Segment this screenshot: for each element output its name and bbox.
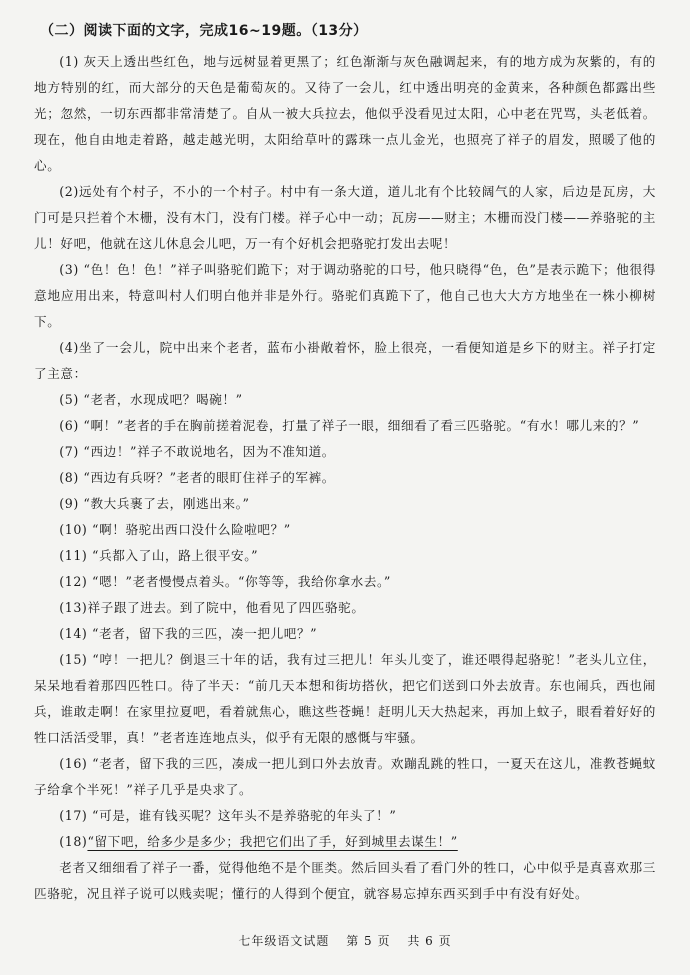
- paragraph-11: (11) “兵都入了山，路上很平安。”: [59, 548, 259, 563]
- paragraph-7: (7) “西边！”祥子不敢说地名，因为不准知道。: [59, 444, 335, 459]
- paragraph-13: (13)祥子跟了进去。到了院中，他看见了四匹骆驼。: [59, 600, 365, 615]
- section-heading: （二）阅读下面的文字，完成16~19题。（13分）: [40, 23, 368, 39]
- paragraph-17: (17) “可是，谁有钱买呢？这年头不是养骆驼的年头了！”: [59, 808, 397, 823]
- paragraph-10: (10) “啊！骆驼出西口没什么险啦吧？”: [59, 522, 291, 537]
- paragraph-8: (8) “西边有兵呀？”老者的眼盯住祥子的军裤。: [59, 470, 335, 485]
- paragraph-6: (6) “啊！”老者的手在胸前搓着泥卷，打量了祥子一眼，细细看了看三匹骆驼。“有水！哪儿来的？”: [59, 418, 640, 433]
- paragraph-4: (4)坐了一会儿，院中出来个老者，蓝布小褂敞着怀，脸上很亮，一看便知道是乡下的财主。祥子打定了主意：: [34, 340, 656, 381]
- paragraph-14: (14) “老者，留下我的三匹，凑一把儿吧？”: [59, 626, 318, 641]
- paragraph-18-number: (18): [59, 834, 88, 849]
- paragraph-1: (1) 灰天上透出些红色，地与远树显着更黑了；红色渐渐与灰色融调起来，有的地方成为灰紫的，有的地方特别的红，而大部分的天色是葡萄灰的。又待了一会儿，红中透出明亮的金黄来，各种颜色都露出些光；忽然，一切东西都非常清楚了。自从一被大兵拉去，他似乎没看见过太阳，心中老在咒骂，头老低着。现在，他自由地走着路，越走越光明，太阳给草叶的露珠一点儿金光，也照亮了祥子的眉发，照暖了他的心。: [34, 54, 656, 173]
- paragraph-12: (12) “嗯！”老者慢慢点着头。“你等等，我给你拿水去。”: [59, 574, 391, 589]
- passage: [34, 49, 656, 907]
- underlined-sentence: “留下吧，给多少是多少；我把它们出了手，好到城里去谋生！”: [87, 834, 458, 849]
- page-footer: [0, 932, 690, 949]
- paragraph-9: (9) “教大兵裹了去，刚逃出来。”: [59, 496, 250, 511]
- paragraph-2: (2)远处有个村子，不小的一个村子。村中有一条大道，道儿北有个比较阔气的人家，后边是瓦房，大门可是只拦着个木栅，没有木门，没有门楼。祥子心中一动；瓦房——财主；木栅而没门楼——养骆驼的主儿！好吧，他就在这儿休息会儿吧，万一有个好机会把骆驼打发出去呢！: [34, 184, 656, 251]
- paragraph-3: (3) “色！色！色！”祥子叫骆驼们跪下；对于调动骆驼的口号，他只晓得“色，色”是表示跪下；他很得意地应用出来，特意叫村人们明白他并非是外行。骆驼们真跪下了，他自己也大大方方地坐在一株小柳树下。: [34, 262, 656, 329]
- paragraph-5: (5) “老者，水现成吧？喝碗！”: [59, 392, 243, 407]
- paragraph-final: 老者又细细看了祥子一番，觉得他绝不是个匪类。然后回头看了看门外的牲口，心中似乎是真喜欢那三匹骆驼，况且祥子说可以贱卖呢；懂行的人得到个便宜，就容易忘掉东西买到手中有没有好处。: [34, 860, 656, 901]
- footer-total-pages: 共 6 页: [407, 934, 452, 948]
- footer-course: 七年级语文试题: [238, 934, 330, 948]
- footer-page-number: 第 5 页: [346, 934, 391, 948]
- paragraph-16: (16) “老者，留下我的三匹，凑成一把儿到口外去放青。欢蹦乱跳的牲口，一夏天在这儿，准教苍蝇蚊子给拿个半死！”祥子几乎是央求了。: [34, 756, 656, 797]
- paragraph-18: [34, 829, 656, 855]
- paragraph-15: (15) “哼！一把儿？倒退三十年的话，我有过三把儿！年头儿变了，谁还喂得起骆驼！”老头儿立住，呆呆地看着那四匹牲口。待了半天：“前几天本想和街坊搭伙，把它们送到口外去放青。东也闹兵，西也闹兵，谁敢走啊！在家里拉夏吧，看着就焦心，瞧这些苍蝇！赶明儿天大热起来，再加上蚊子，眼看着好好的牲口活活受罪，真！”老者连连地点头，似乎有无限的感慨与牢骚。: [34, 652, 656, 745]
